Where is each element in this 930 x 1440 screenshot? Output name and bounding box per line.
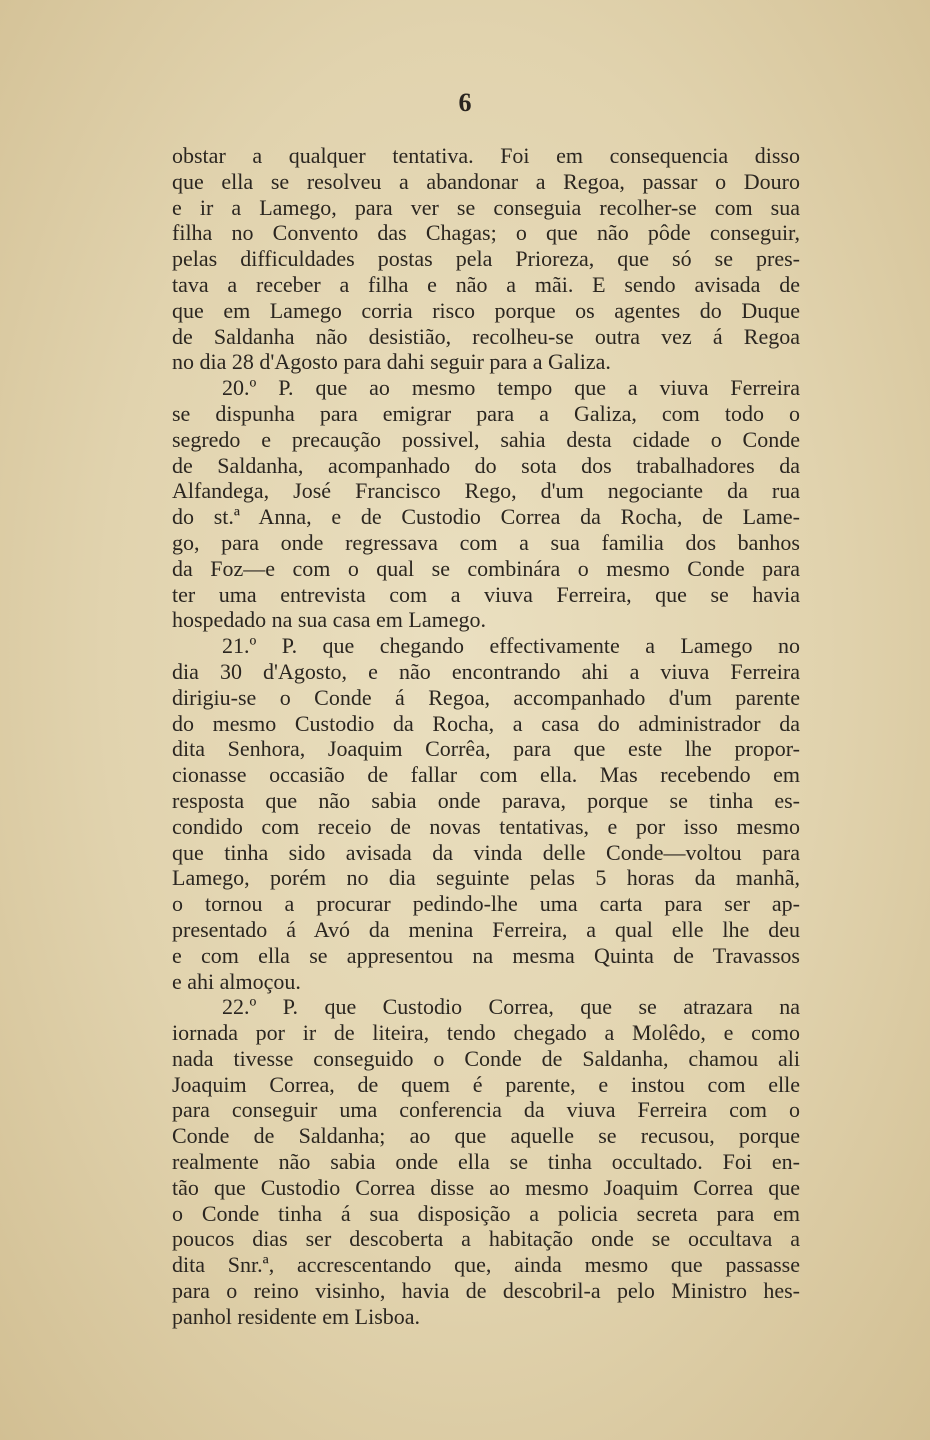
text-line: dirigiu-se o Conde á Regoa, accompanhado d'um parente [172,684,800,710]
text-line: realmente não sabia onde ella se tinha occultado. Foi en- [172,1149,800,1175]
text-line: se dispunha para emigrar para a Galiza, com todo o [172,400,800,426]
text-line: obstar a qualquer tentativa. Foi em consequencia disso [172,143,800,168]
text-line: e ir a Lamego, para ver se conseguia recolher-se com sua [172,194,800,220]
text-line: presentado á Avó da menina Ferreira, a qual elle lhe deu [172,916,800,942]
page-number: 6 [458,88,472,117]
text-line: o tornou a procurar pedindo-lhe uma carta para ser ap- [172,891,800,917]
text-line: go, para onde regressava com a sua familia dos banhos [172,529,800,555]
text-line: hospedado na sua casa em Lamego. [172,607,486,633]
text-line: panhol residente em Lisboa. [172,1303,421,1329]
text-line: nada tivesse conseguido o Conde de Saldanha, chamou ali [172,1045,800,1071]
text-line: iornada por ir de liteira, tendo chegado a Molêdo, e como [172,1020,800,1046]
text-line: para conseguir uma conferencia da viuva Ferreira com o [172,1097,800,1123]
text-line: que tinha sido avisada da vinda delle Conde—voltou para [172,839,800,865]
text-line: para o reino visinho, havia de descobril-a pelo Ministro hes- [172,1278,800,1304]
text-line: ter uma entrevista com a viuva Ferreira, que se havia [172,581,800,607]
text-line: segredo e precaução possivel, sahia desta cidade o Conde [172,426,800,452]
body-text [172,143,800,1330]
text-line: 22.º P. que Custodio Correa, que se atrazara na [222,994,800,1020]
text-line: filha no Convento das Chagas; o que não pôde conseguir, [172,220,800,246]
text-line: pelas difficuldades postas pela Prioreza, que só se pres- [172,246,800,272]
text-line: no dia 28 d'Agosto para dahi seguir para a Galiza. [172,349,611,375]
text-line: do st.ª Anna, e de Custodio Correa da Rocha, de Lame- [172,504,800,530]
text-line: que em Lamego corria risco porque os agentes do Duque [172,297,800,323]
text-line: condido com receio de novas tentativas, e por isso mesmo [172,813,800,839]
text-line: cionasse occasião de fallar com ella. Mas recebendo em [172,762,800,788]
text-line: 21.º P. que chegando effectivamente a Lamego no [222,633,800,659]
text-line: dita Senhora, Joaquim Corrêa, para que este lhe propor- [172,736,800,762]
text-line: 20.º P. que ao mesmo tempo que a viuva Ferreira [222,375,800,401]
text-line: da Foz—e com o qual se combinára o mesmo Conde para [172,555,800,581]
text-line: Lamego, porém no dia seguinte pelas 5 horas da manhã, [172,865,800,891]
text-line: tava a receber a filha e não a mãi. E sendo avisada de [172,271,800,297]
text-line: que ella se resolveu a abandonar a Regoa, passar o Douro [172,168,800,194]
text-line: Alfandega, José Francisco Rego, d'um negociante da rua [172,478,800,504]
text-line: e com ella se appresentou na mesma Quinta de Travassos [172,942,800,968]
text-line: poucos dias ser descoberta a habitação onde se occultava a [172,1226,800,1252]
text-line: resposta que não sabia onde parava, porque se tinha es- [172,787,800,813]
text-line: e ahi almoçou. [172,968,301,994]
text-line: dita Snr.ª, accrescentando que, ainda mesmo que passasse [172,1252,800,1278]
text-line: Joaquim Correa, de quem é parente, e instou com elle [172,1071,800,1097]
text-line: dia 30 d'Agosto, e não encontrando ahi a viuva Ferreira [172,658,800,684]
text-line: de Saldanha não desistião, recolheu-se outra vez á Regoa [172,323,800,349]
text-line: de Saldanha, acompanhado do sota dos trabalhadores da [172,452,800,478]
text-line: tão que Custodio Correa disse ao mesmo Joaquim Correa que [172,1174,800,1200]
text-line: Conde de Saldanha; ao que aquelle se recusou, porque [172,1123,800,1149]
text-line: do mesmo Custodio da Rocha, a casa do administrador da [172,710,800,736]
text-line: o Conde tinha á sua disposição a policia secreta para em [172,1200,800,1226]
